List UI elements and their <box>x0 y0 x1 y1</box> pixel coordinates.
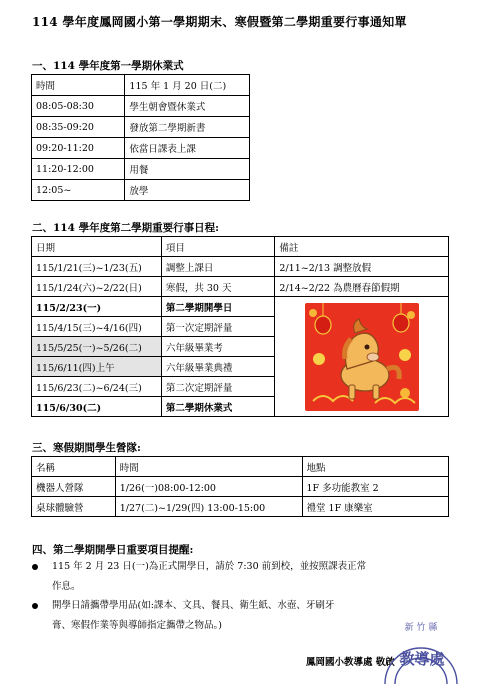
time-cell: 11:20-12:00 <box>32 159 125 180</box>
header-cell: 時間 <box>32 75 125 96</box>
camp-cell: 1/27(二)~1/29(四) 13:00-15:00 <box>115 497 302 517</box>
table-row <box>32 277 449 297</box>
item-cell: 寒假，共 30 天 <box>161 277 275 297</box>
section4-heading: 四、第二學期開學日重要項目提醒: <box>32 544 194 556</box>
camp-cell: 1F 多功能教室 2 <box>302 477 449 497</box>
item-cell: 第二次定期評量 <box>161 377 275 397</box>
date-cell: 115/2/23(一) <box>32 297 162 317</box>
header-cell: 項目 <box>161 237 275 257</box>
activity-cell: 依當日課表上課 <box>125 138 250 159</box>
camp-cell: 機器人營隊 <box>32 477 116 497</box>
table-header-row <box>32 75 250 96</box>
illustration-cell <box>275 297 449 417</box>
header-cell: 時間 <box>115 457 302 477</box>
item-cell: 調整上課日 <box>161 257 275 277</box>
time-cell: 12:05~ <box>32 180 125 201</box>
table-row <box>32 180 250 201</box>
table-row <box>32 257 449 277</box>
table-header-row <box>32 457 449 477</box>
date-cell: 115/6/11(四)上午 <box>32 357 162 377</box>
table-row <box>32 138 250 159</box>
header-cell: 日期 <box>32 237 162 257</box>
note-cell: 2/11~2/13 調整放假 <box>275 257 449 277</box>
item-cell: 六年級畢業典禮 <box>161 357 275 377</box>
time-cell: 08:35-09:20 <box>32 117 125 138</box>
activity-cell: 學生朝會暨休業式 <box>125 96 250 117</box>
activity-cell: 發放第二學期新書 <box>125 117 250 138</box>
header-cell: 備註 <box>275 237 449 257</box>
date-cell: 115/5/25(一)~5/26(二) <box>32 337 162 357</box>
time-cell: 09:20-11:20 <box>32 138 125 159</box>
activity-cell: 放學 <box>125 180 250 201</box>
header-cell: 名稱 <box>32 457 116 477</box>
table-row <box>32 159 250 180</box>
item-cell: 第二學期開學日 <box>161 297 275 317</box>
signature: 鳳岡國小教導處 敬啟 <box>306 657 395 668</box>
horse-illustration-icon <box>305 303 419 411</box>
section1-heading: 一、114 學年度第一學期休業式 <box>32 60 184 72</box>
header-cell: 地點 <box>302 457 449 477</box>
note-cell: 2/14~2/22 為農曆春節假期 <box>275 277 449 297</box>
section2-heading: 二、114 學年度第二學期重要行事日程: <box>32 222 219 234</box>
activity-cell: 用餐 <box>125 159 250 180</box>
item-cell: 第二學期休業式 <box>161 397 275 417</box>
bullet-icon <box>32 603 38 609</box>
table-row <box>32 297 449 317</box>
table-row <box>32 477 449 497</box>
camp-cell: 禮堂 1F 康樂室 <box>302 497 449 517</box>
table-header-row <box>32 237 449 257</box>
camp-cell: 1/26(一)08:00-12:00 <box>115 477 302 497</box>
date-cell: 115/6/30(二) <box>32 397 162 417</box>
header-cell: 115 年 1 月 20 日(二) <box>125 75 250 96</box>
time-cell: 08:05-08:30 <box>32 96 125 117</box>
camp-cell: 桌球體驗營 <box>32 497 116 517</box>
seal-center-text: 教導處 <box>399 650 445 668</box>
semester-schedule-table <box>31 236 449 417</box>
page-title: 114 學年度鳳岡國小第一學期期末、寒假暨第二學期重要行事通知單 <box>32 15 407 29</box>
table-row <box>32 96 250 117</box>
item-cell: 六年級畢業考 <box>161 337 275 357</box>
table-row <box>32 117 250 138</box>
item-cell: 第一次定期評量 <box>161 317 275 337</box>
section3-heading: 三、寒假期間學生營隊: <box>32 442 141 454</box>
winter-camp-table <box>31 456 449 517</box>
table-row <box>32 497 449 517</box>
closing-ceremony-table <box>31 74 250 201</box>
bullet-icon <box>32 564 38 570</box>
date-cell: 115/6/23(二)~6/24(三) <box>32 377 162 397</box>
seal-top-text: 新 竹 縣 <box>404 623 438 633</box>
date-cell: 115/1/24(六)~2/22(日) <box>32 277 162 297</box>
date-cell: 115/4/15(三)~4/16(四) <box>32 317 162 337</box>
date-cell: 115/1/21(三)~1/23(五) <box>32 257 162 277</box>
school-seal-icon <box>375 618 467 690</box>
